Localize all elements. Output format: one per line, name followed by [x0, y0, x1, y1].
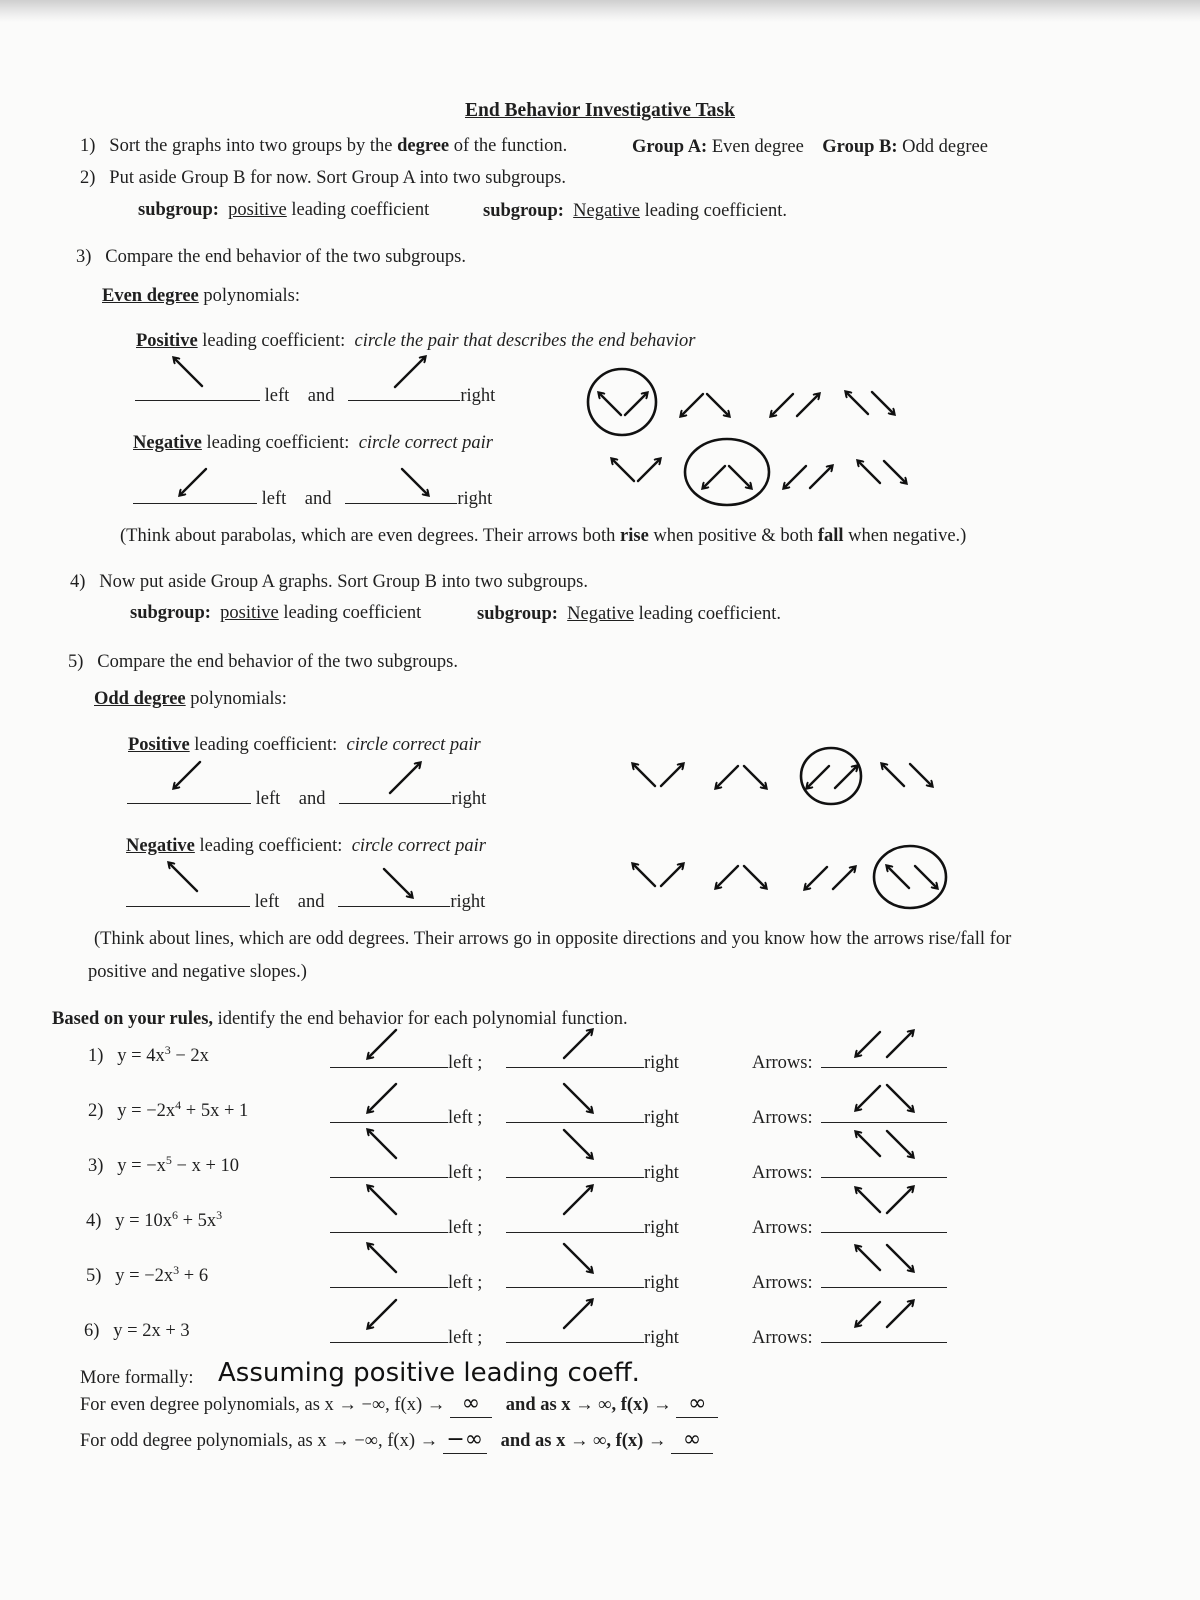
answer-arrow-sw — [180, 469, 206, 495]
choice-arrow — [681, 394, 703, 416]
heading-rest: polynomials: — [190, 689, 287, 709]
right-word: right — [450, 892, 486, 912]
choice-arrow — [771, 394, 793, 416]
choice-arrow — [638, 459, 660, 481]
rule-number: 4) — [86, 1211, 102, 1232]
left-word: left ; — [448, 1053, 483, 1073]
rule-equation: $y = -2x^4 + 5x + 1$ — [117, 1098, 249, 1122]
subgroup-label: subgroup: — [138, 200, 219, 220]
note-text: when negative.) — [848, 526, 967, 546]
prompt-instruction: circle correct pair — [358, 433, 493, 453]
formal-even-text: For even degree polynomials, as x → −∞, f(x) → — [80, 1395, 446, 1415]
choice-arrow — [807, 766, 829, 788]
rule-equation: $y = -2x^3 + 6$ — [115, 1263, 209, 1287]
rule-left-arrow — [368, 1084, 396, 1112]
choice-arrow — [797, 394, 819, 416]
odd-note-line-2: positive and negative slopes.) — [88, 962, 307, 982]
formal-odd-answer-2: ∞ — [671, 1429, 713, 1454]
note-text: when positive & both — [653, 526, 814, 546]
rule-equation: $y = 10x^6 + 5x^3$ — [115, 1208, 223, 1232]
right-word: right — [644, 1218, 679, 1238]
subgroup-label: subgroup: — [130, 603, 211, 623]
step-text: Put aside Group B for now. Sort Group A into two subgroups. — [109, 168, 566, 188]
right-word: right — [644, 1108, 679, 1128]
rule-arrows-left — [856, 1086, 880, 1110]
odd-note-line-1: (Think about lines, which are odd degrees. Their arrows go in opposite directions and you know how the arrows rise/fall for — [94, 929, 1012, 949]
and-word: and — [297, 892, 325, 912]
subgroup-rest: leading coefficient — [291, 200, 430, 220]
rule-arrows-left — [856, 1188, 880, 1212]
choice-arrow — [833, 867, 855, 889]
answer-arrow-nw — [169, 863, 197, 891]
left-word: left — [261, 489, 287, 509]
arrows-word: Arrows: — [752, 1053, 813, 1073]
arrows-word: Arrows: — [752, 1108, 813, 1128]
step-text: Compare the end behavior of the two subgroups. — [97, 652, 458, 672]
rule-arrows-right — [887, 1131, 913, 1157]
choice-arrow — [703, 466, 725, 488]
answer-arrow-ne — [390, 763, 420, 793]
step-number: 1) — [80, 136, 96, 156]
rule-right-arrow — [564, 1300, 592, 1328]
right-word: right — [644, 1053, 679, 1073]
choice-arrow — [835, 766, 857, 788]
rule-right-arrow — [564, 1186, 592, 1214]
group-b-value: Odd degree — [902, 137, 988, 157]
formal-odd-mid: and as x → ∞, f(x) → — [500, 1431, 667, 1451]
rule-right-arrow — [564, 1030, 592, 1058]
choice-arrow — [612, 459, 634, 481]
left-word: left — [264, 386, 290, 406]
heading-rest: polynomials: — [203, 286, 301, 306]
right-word: right — [644, 1273, 679, 1293]
choice-arrow — [661, 864, 683, 886]
rule-equation: $y = -x^5 - x + 10$ — [117, 1153, 240, 1177]
arrows-word: Arrows: — [752, 1218, 813, 1238]
answer-arrow-se — [402, 469, 428, 495]
rules-text: identify the end behavior for each polynomial function. — [217, 1009, 628, 1029]
rule-right-arrow — [564, 1244, 592, 1272]
answer-arrow-nw — [174, 358, 202, 386]
rule-right-arrow — [564, 1084, 592, 1112]
rule-right-arrow — [564, 1130, 592, 1158]
rule-number: 5) — [86, 1266, 102, 1287]
prompt-underlined: Negative — [126, 836, 195, 856]
note-fall: fall — [817, 526, 844, 546]
choice-arrow — [805, 867, 827, 889]
group-a-value: Even degree — [711, 137, 804, 157]
step-text-2: of the function. — [453, 136, 568, 156]
selection-circle — [588, 369, 656, 435]
heading-underlined: Odd degree — [94, 689, 186, 709]
group-b-label: Group B: — [822, 137, 898, 157]
left-word: left — [255, 789, 281, 809]
selection-circle — [874, 846, 946, 908]
formal-odd-text: For odd degree polynomials, as x → −∞, f(x) → — [80, 1431, 439, 1451]
and-word: and — [304, 489, 332, 509]
rules-bold: Based on your rules, — [52, 1009, 214, 1029]
choice-arrow — [887, 866, 909, 888]
prompt-instruction: circle correct pair — [346, 735, 481, 755]
prompt-rest: leading coefficient: — [206, 433, 350, 453]
left-word: left ; — [448, 1273, 483, 1293]
rule-equation: y = 2x + 3 — [113, 1321, 190, 1342]
choice-arrow — [910, 764, 932, 786]
right-word: right — [644, 1328, 679, 1348]
choice-arrow — [633, 864, 655, 886]
rule-number: 6) — [84, 1321, 100, 1342]
choice-arrow — [744, 766, 766, 788]
step-text: Compare the end behavior of the two subgroups. — [105, 247, 466, 267]
answer-arrow-ne — [395, 357, 425, 387]
step-number: 3) — [76, 247, 92, 267]
subgroup-positive: positive — [220, 603, 279, 623]
prompt-underlined: Negative — [133, 433, 202, 453]
choice-arrow — [716, 766, 738, 788]
right-word: right — [644, 1163, 679, 1183]
step-text: Now put aside Group A graphs. Sort Group B into two subgroups. — [99, 572, 588, 592]
choice-arrow — [858, 461, 880, 483]
rule-left-arrow — [368, 1300, 396, 1328]
rule-number: 3) — [88, 1156, 104, 1177]
note-text: (Think about parabolas, which are even degrees. Their arrows both — [120, 526, 616, 546]
prompt-rest: leading coefficient: — [194, 735, 338, 755]
heading-underlined: Even degree — [102, 286, 199, 306]
prompt-underlined: Positive — [136, 331, 198, 351]
rule-arrows-right — [887, 1301, 913, 1327]
note-rise: rise — [620, 526, 649, 546]
step-bold: degree — [397, 136, 450, 156]
rule-left-arrow — [368, 1244, 396, 1272]
choice-arrow — [872, 392, 894, 414]
handwritten-note: Assuming positive leading coeff. — [218, 1358, 640, 1388]
answer-arrow-se — [384, 869, 412, 897]
formal-even-answer-2: ∞ — [676, 1393, 718, 1418]
rule-left-arrow — [368, 1186, 396, 1214]
page-title: End Behavior Investigative Task — [464, 100, 735, 121]
prompt-rest: leading coefficient: — [202, 331, 346, 351]
selection-circle — [801, 748, 861, 804]
group-a-label: Group A: — [632, 137, 708, 157]
prompt-underlined: Positive — [128, 735, 190, 755]
arrows-word: Arrows: — [752, 1328, 813, 1348]
arrows-word: Arrows: — [752, 1273, 813, 1293]
rule-arrows-right — [887, 1085, 913, 1111]
subgroup-negative: Negative — [573, 201, 640, 221]
choice-arrow — [915, 866, 937, 888]
prompt-rest: leading coefficient: — [199, 836, 343, 856]
choice-arrow — [716, 866, 738, 888]
rule-arrows-left — [856, 1032, 880, 1056]
rule-arrows-right — [887, 1031, 913, 1057]
formal-label: More formally: — [80, 1368, 194, 1388]
selection-circle — [685, 439, 769, 505]
rule-arrows-left — [856, 1132, 880, 1156]
left-word: left — [254, 892, 280, 912]
subgroup-label: subgroup: — [477, 604, 558, 624]
subgroup-label: subgroup: — [483, 201, 564, 221]
arrows-word: Arrows: — [752, 1163, 813, 1183]
prompt-instruction: circle the pair that describes the end behavior — [354, 331, 696, 351]
choice-arrow — [846, 392, 868, 414]
rule-number: 2) — [88, 1101, 104, 1122]
rule-equation: $y = 4x^3 - 2x$ — [117, 1043, 209, 1067]
and-word: and — [298, 789, 326, 809]
right-word: right — [451, 789, 487, 809]
choice-arrow — [784, 466, 806, 488]
choice-arrow — [625, 393, 647, 415]
step-number: 2) — [80, 168, 96, 188]
subgroup-rest: leading coefficient. — [644, 201, 788, 221]
left-word: left ; — [448, 1218, 483, 1238]
rule-arrows-right — [887, 1187, 913, 1213]
choice-arrow — [884, 461, 906, 483]
right-word: right — [457, 489, 493, 509]
formal-even-mid: and as x → ∞, f(x) → — [505, 1395, 672, 1415]
choice-arrow — [810, 466, 832, 488]
choice-arrow — [599, 393, 621, 415]
choice-arrow — [633, 764, 655, 786]
rule-arrows-left — [856, 1246, 880, 1270]
step-text: Sort the graphs into two groups by the — [109, 136, 393, 156]
right-word: right — [460, 386, 496, 406]
choice-arrow — [729, 466, 751, 488]
choice-arrow — [882, 764, 904, 786]
choice-arrow — [707, 394, 729, 416]
subgroup-rest: leading coefficient. — [638, 604, 782, 624]
rule-left-arrow — [368, 1130, 396, 1158]
answer-arrow-sw — [174, 762, 200, 788]
formal-even-answer-1: ∞ — [450, 1393, 492, 1418]
left-word: left ; — [448, 1328, 483, 1348]
subgroup-rest: leading coefficient — [283, 603, 422, 623]
step-number: 4) — [70, 572, 86, 592]
rule-arrows-left — [856, 1302, 880, 1326]
rule-number: 1) — [88, 1046, 104, 1067]
and-word: and — [307, 386, 335, 406]
rule-arrows-right — [887, 1245, 913, 1271]
left-word: left ; — [448, 1163, 483, 1183]
subgroup-negative: Negative — [567, 604, 634, 624]
rule-left-arrow — [368, 1030, 396, 1058]
choice-arrow — [661, 764, 683, 786]
subgroup-positive: positive — [228, 200, 287, 220]
choice-arrow — [744, 866, 766, 888]
step-number: 5) — [68, 652, 84, 672]
prompt-instruction: circle correct pair — [351, 836, 486, 856]
formal-odd-answer-1: −∞ — [443, 1429, 487, 1454]
left-word: left ; — [448, 1108, 483, 1128]
